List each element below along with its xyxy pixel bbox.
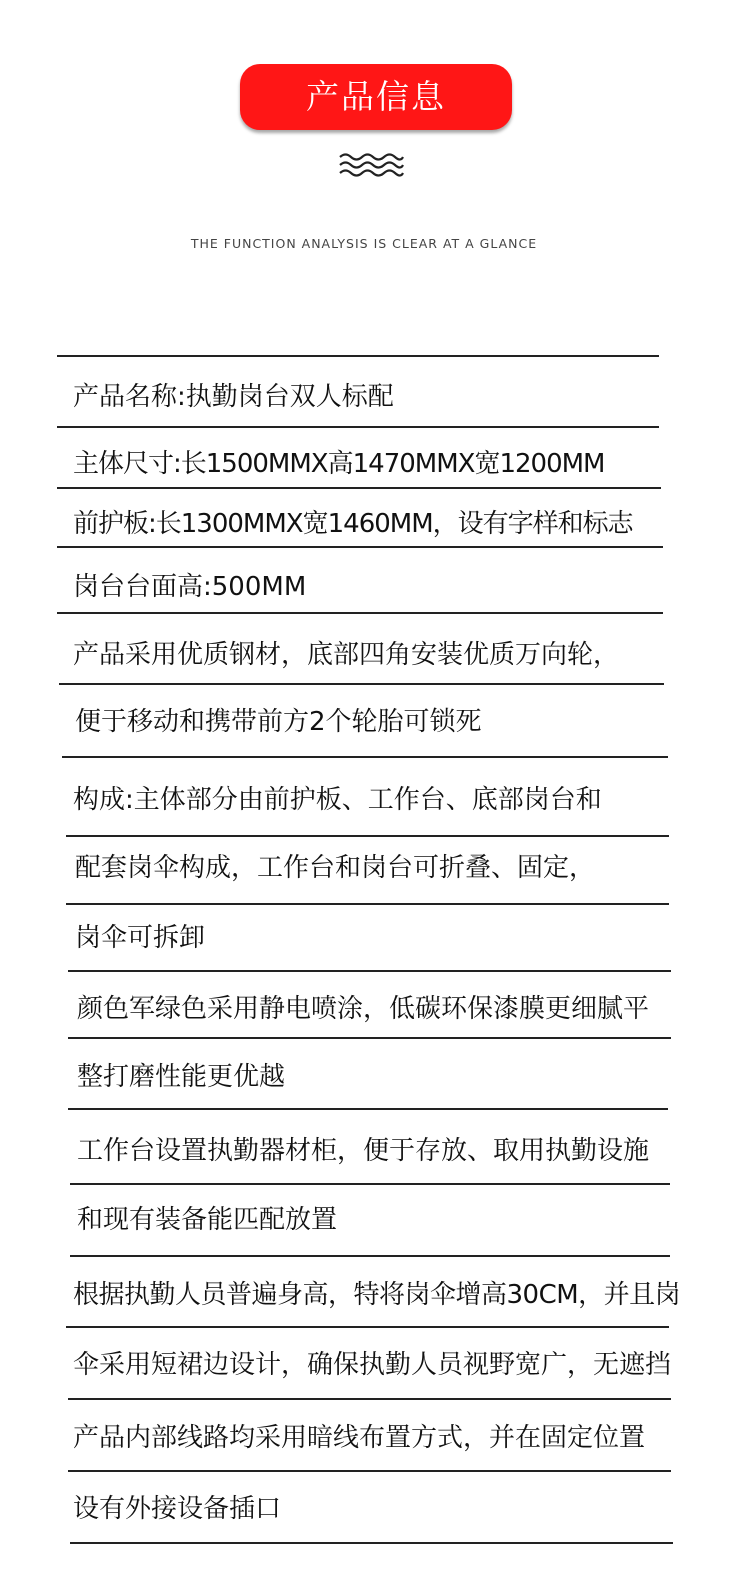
- spec-line: 根据执勤人员普遍身高，特将岗伞增高30CM，并且岗: [73, 1280, 681, 1310]
- divider-rule: [70, 1255, 670, 1257]
- divider-rule: [59, 683, 664, 685]
- spec-line: 主体尺寸:长1500MMX高1470MMX宽1200MM: [73, 449, 605, 479]
- spec-line: 产品内部线路均采用暗线布置方式，并在固定位置: [73, 1423, 646, 1453]
- spec-line: 岗台台面高:500MM: [73, 572, 307, 602]
- divider-rule: [68, 970, 671, 972]
- divider-rule: [68, 1037, 671, 1039]
- divider-rule: [68, 1470, 671, 1472]
- spec-line: 岗伞可拆卸: [75, 923, 206, 953]
- divider-rule: [66, 903, 669, 905]
- spec-line: 设有外接设备插口: [73, 1494, 282, 1524]
- spec-line: 配套岗伞构成，工作台和岗台可折叠、固定，: [75, 853, 596, 883]
- spec-line: 伞采用短裙边设计，确保执勤人员视野宽广，无遮挡: [73, 1350, 672, 1380]
- section-subtitle: THE FUNCTION ANALYSIS IS CLEAR AT A GLANCE: [190, 236, 538, 251]
- divider-rule: [57, 426, 659, 428]
- divider-rule: [68, 1398, 671, 1400]
- divider-rule: [57, 612, 663, 614]
- spec-line: 前护板:长1300MMX宽1460MM，设有字样和标志: [73, 509, 633, 539]
- spec-line: 工作台设置执勤器材柜，便于存放、取用执勤设施: [77, 1136, 650, 1166]
- divider-rule: [68, 1108, 668, 1110]
- spec-line: 产品名称:执勤岗台双人标配: [73, 382, 394, 412]
- divider-rule: [70, 1542, 673, 1544]
- divider-rule: [57, 546, 663, 548]
- divider-rule: [66, 835, 669, 837]
- spec-line: 便于移动和携带前方2个轮胎可锁死: [75, 707, 482, 737]
- divider-rule: [62, 756, 668, 758]
- divider-rule: [57, 355, 659, 357]
- spec-line: 构成:主体部分由前护板、工作台、底部岗台和: [73, 785, 602, 815]
- divider-rule: [57, 487, 661, 489]
- spec-line: 颜色军绿色采用静电喷涂，低碳环保漆膜更细腻平: [77, 994, 650, 1024]
- divider-rule: [70, 1183, 670, 1185]
- wave-lines-icon: [338, 152, 404, 178]
- divider-rule: [66, 1326, 669, 1328]
- spec-line: 和现有装备能匹配放置: [77, 1205, 338, 1235]
- section-title-badge: 产品信息: [240, 64, 512, 130]
- spec-line: 整打磨性能更优越: [77, 1062, 286, 1092]
- spec-line: 产品采用优质钢材，底部四角安装优质万向轮，: [73, 640, 620, 670]
